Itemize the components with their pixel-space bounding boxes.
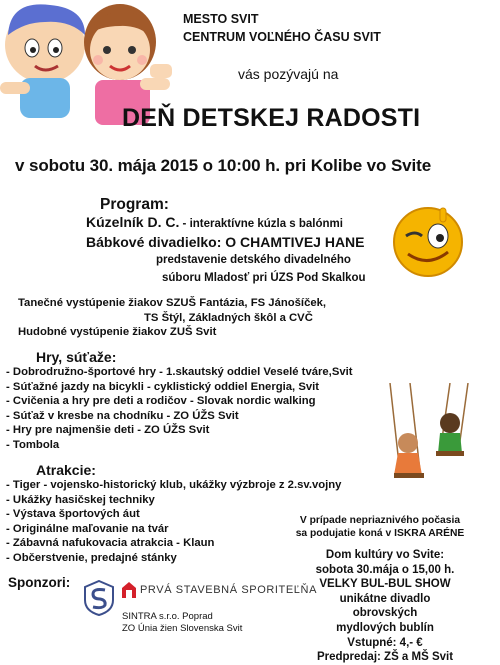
list-item: - Originálne maľovanie na tvár (6, 522, 341, 537)
program-item-magician-desc: - interaktívne kúzla s balónmi (179, 218, 343, 230)
list-item: - Zábavná nafukovacia atrakcia - Klaun (6, 536, 341, 551)
program-heading: Program: (100, 196, 169, 213)
performance-line1: Tanečné vystúpenie žiakov SZUŠ Fantázia, FS Jánošíček, (18, 297, 327, 309)
list-item: - Tiger - vojensko-historický klub, ukážky výzbroje z 2.sv.vojny (6, 478, 341, 493)
pss-logo-icon (120, 580, 138, 600)
program-puppet-desc2: súboru Mladosť pri ÚZS Pod Skalkou (162, 272, 366, 284)
performance-line3: Hudobné vystúpenie žiakov ZUŠ Svit (18, 326, 217, 338)
organizer-center: CENTRUM VOĽNÉHO ČASU SVIT (183, 30, 381, 44)
culture-house-line: VELKY BUL-BUL SHOW (319, 578, 451, 591)
culture-house-line: unikátne divadlo obrovských (339, 592, 431, 620)
list-item: - Výstava športových áut (6, 507, 341, 522)
event-title: DEŇ DETSKEJ RADOSTI (122, 104, 421, 132)
list-item: - Hry pre najmenšie deti - ZO ÚŽS Svit (6, 423, 353, 438)
list-item: - Dobrodružno-športové hry - 1.skautský oddiel Veselé tváre,Svit (6, 365, 353, 380)
program-item-magician: Kúzelník D. C. (86, 214, 180, 230)
organizers (183, 10, 381, 46)
event-date: v sobotu 30. mája 2015 o 10:00 h. pri Kolibe vo Svite (15, 156, 432, 175)
culture-house-line: sobota 30.mája o 15,00 h. (315, 563, 455, 576)
culture-house-line: Dom kultúry vo Svite: (325, 549, 445, 561)
list-item: - Tombola (6, 438, 353, 453)
swing-kids-illustration (380, 383, 480, 493)
winking-smiley-icon (388, 202, 468, 282)
sponsor-pss: PRVÁ STAVEBNÁ SPORITEĽŇA (140, 584, 318, 596)
list-item: - Súťažné jazdy na bicykli - cyklistický oddiel Energia, Svit (6, 380, 353, 395)
program-puppet-desc1: predstavenie detského divadelného (156, 254, 351, 266)
weather-note-line2: sa podujatie koná v ISKRA ARÉNE (295, 528, 465, 539)
culture-house-line: mydlových bublín (336, 621, 434, 634)
weather-note (276, 514, 484, 540)
sponsor-sintra (122, 611, 242, 635)
performances (18, 296, 326, 340)
program-item-puppet: Bábkové divadielko: O CHAMTIVEJ HANE (86, 234, 365, 250)
attractions-heading: Atrakcie: (36, 462, 96, 478)
invite-text: vás pozývajú na (238, 66, 339, 82)
list-item: - Cvičenia a hry pre deti a rodičov - Slovak nordic walking (6, 394, 353, 409)
sponsor-sintra-line1: SINTRA s.r.o. Poprad (122, 611, 213, 622)
culture-house-line: Vstupné: 4,- € (347, 636, 423, 649)
sponsor-sintra-line2: ZO Únia žien Slovenska Svit (122, 623, 243, 634)
list-item: - Súťaž v kresbe na chodníku - ZO ÚŽS Svit (6, 409, 353, 424)
weather-note-line1: V prípade nepriaznivého počasia (299, 515, 461, 526)
program-list (86, 213, 366, 287)
performance-line2: TS Štýl, Základných škôl a CVČ (144, 311, 313, 324)
culture-house-line: Predpredaj: ZŠ a MŠ Svit (316, 651, 454, 664)
games-heading: Hry, súťaže: (36, 349, 117, 365)
sintra-logo-icon (84, 580, 114, 616)
games-list (6, 365, 353, 452)
organizer-city: MESTO SVIT (183, 12, 259, 26)
list-item: - Ukážky hasičskej techniky (6, 493, 341, 508)
sponsors-heading: Sponzori: (8, 575, 71, 590)
culture-house-info (310, 548, 460, 665)
list-item: - Občerstvenie, predajné stánky (6, 551, 341, 566)
